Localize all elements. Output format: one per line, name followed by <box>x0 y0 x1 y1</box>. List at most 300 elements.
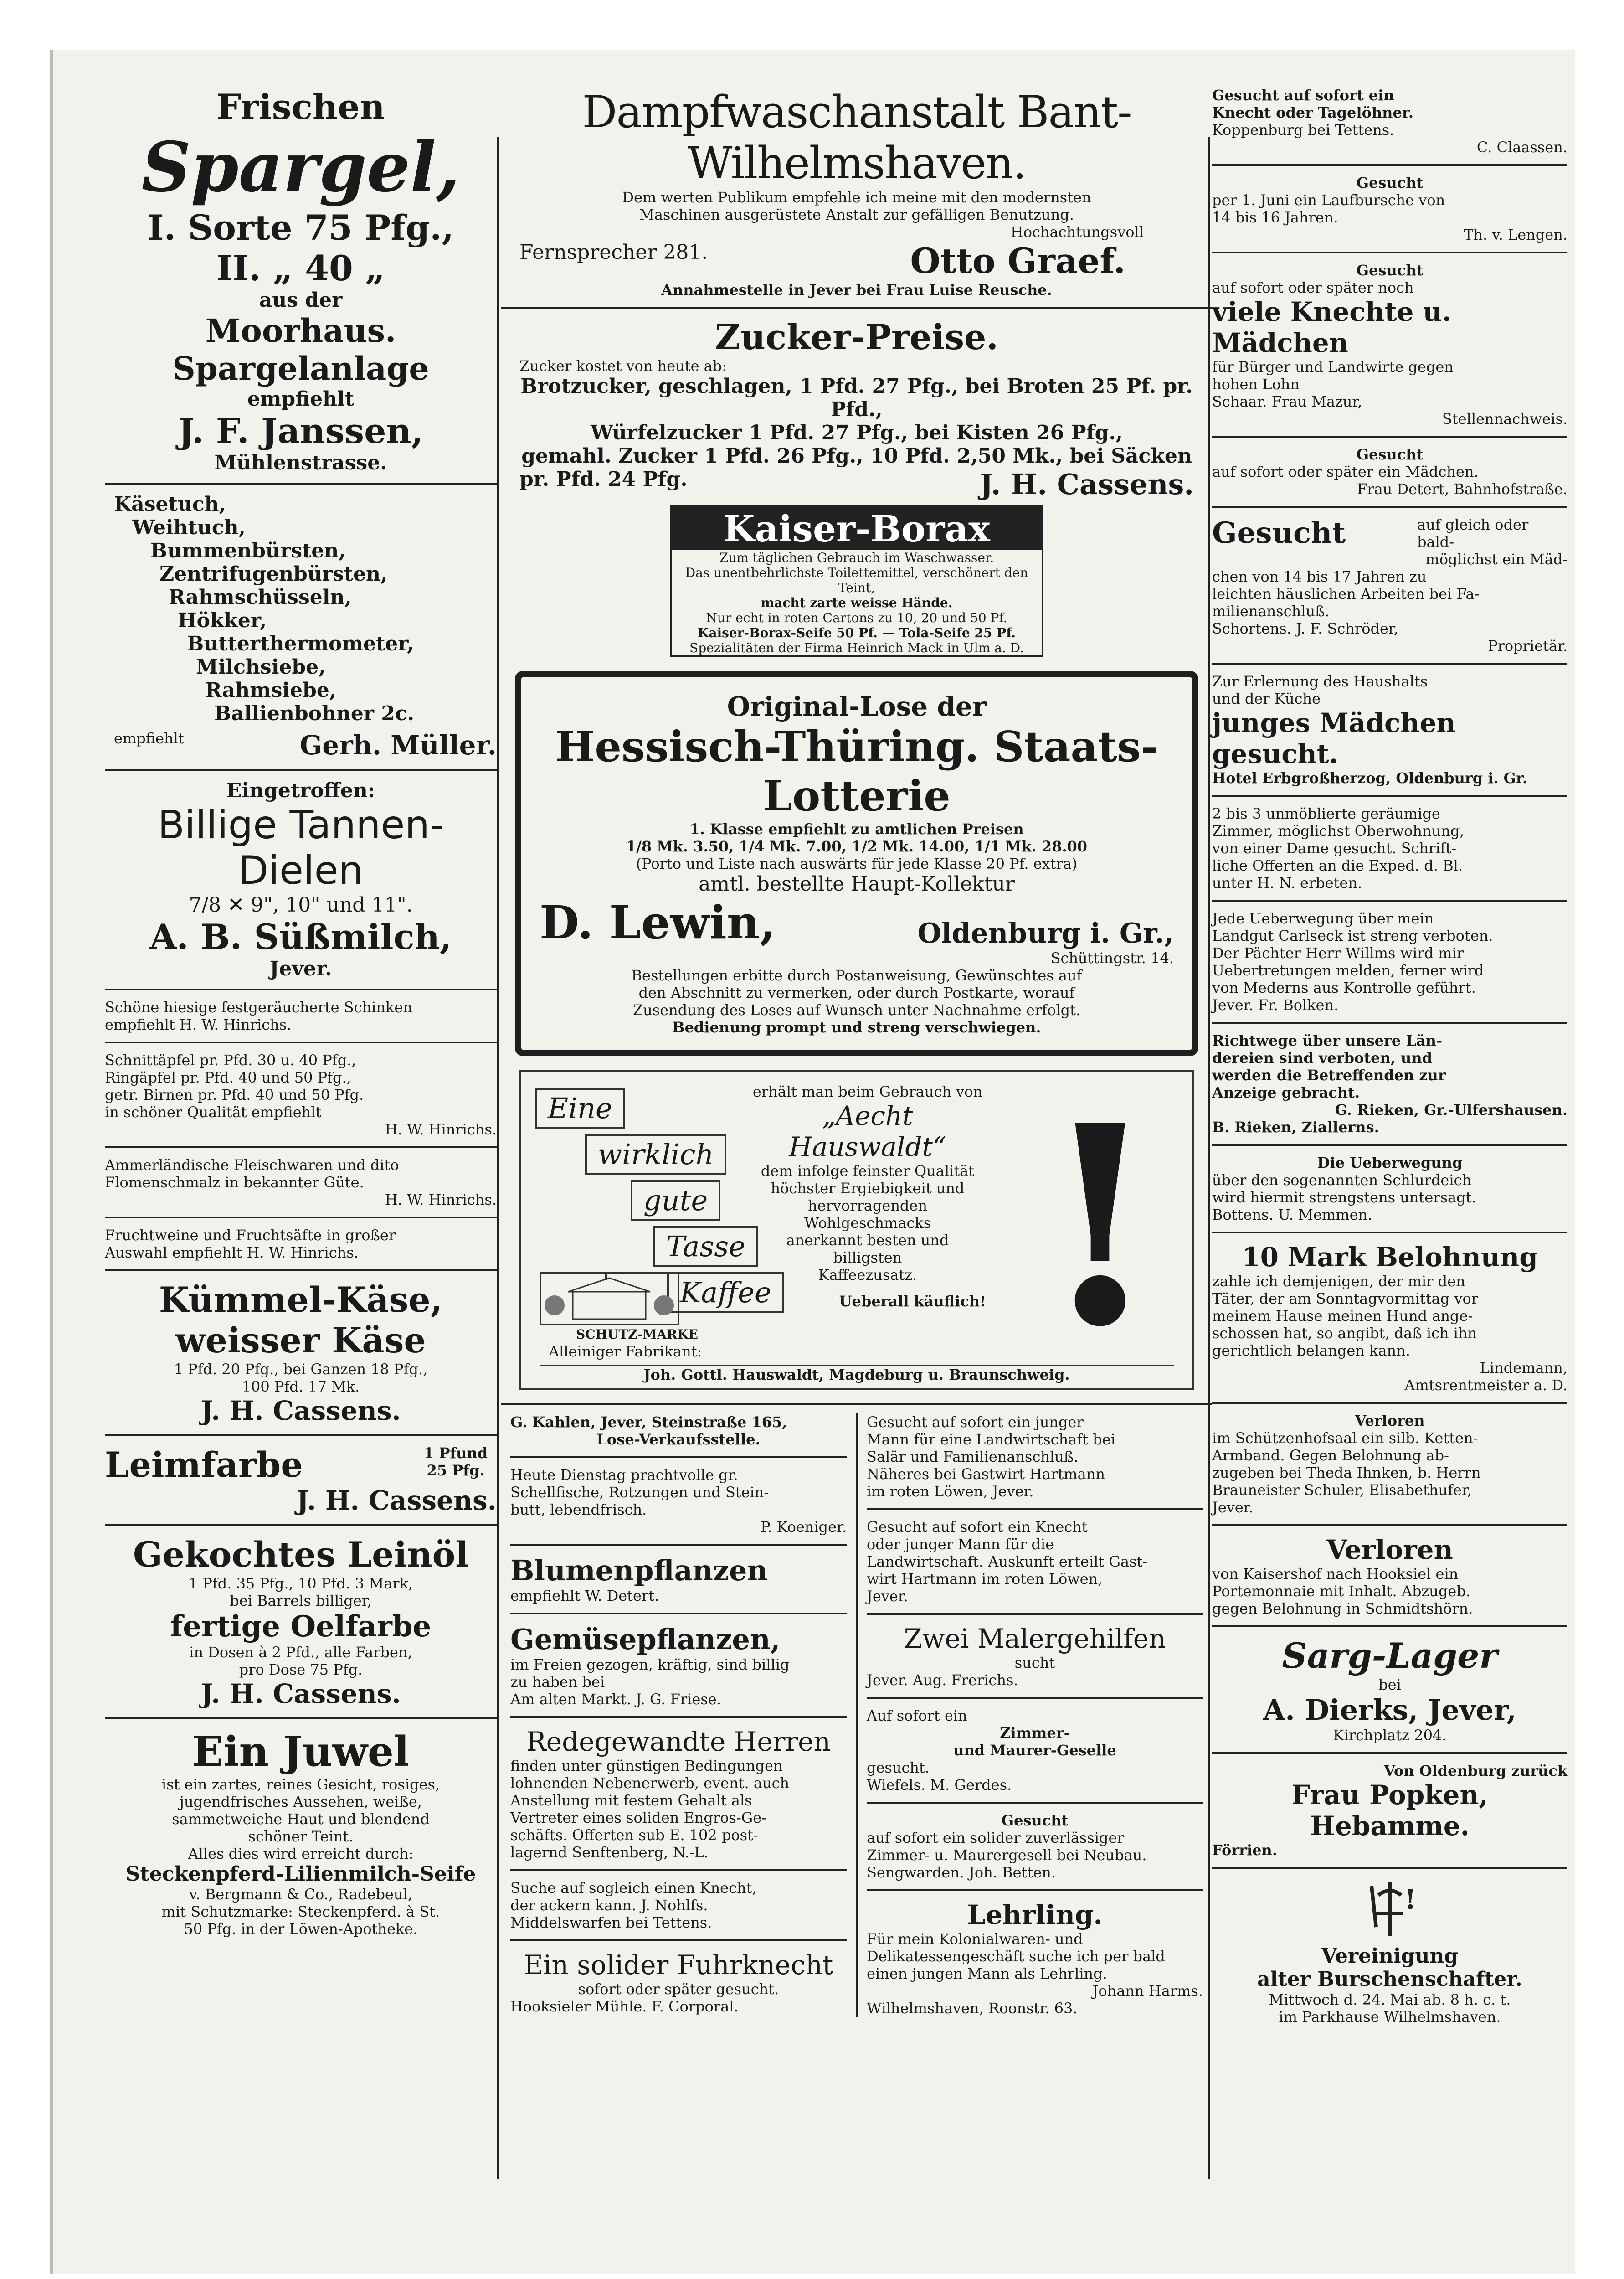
ad-dampfwasch <box>501 87 1212 299</box>
schroeder-l5: leichten häuslichen Arbeiten bei Fa- <box>1212 585 1480 603</box>
lotterie-l1: Original-Lose der <box>727 691 987 722</box>
kaese-l5: J. H. Cassens. <box>200 1395 401 1426</box>
hauswaldt-r9: Kaffeezusatz. <box>818 1266 917 1284</box>
divider <box>510 1456 847 1458</box>
dielen-l6: Jever. <box>269 957 332 980</box>
hartmann1-l4: Näheres bei Gastwirt Hartmann <box>867 1465 1105 1483</box>
herren-l4: Anstellung mit festem Gehalt als <box>510 1792 752 1809</box>
divider <box>510 1613 847 1614</box>
hauswaldt-tag: Tasse <box>653 1226 758 1267</box>
lotterie-l10: Bestellungen erbitte durch Postanweisung, Gewünschtes auf <box>631 967 1082 984</box>
ad-spargel <box>105 87 497 474</box>
belohnung-l4: meinem Hause meinen Hund ange- <box>1212 1307 1473 1325</box>
hauswaldt-mark: SCHUTZ-MARKE <box>576 1327 698 1342</box>
juwel-l8: v. Bergmann & Co., Radebeul, <box>189 1886 412 1903</box>
ad-sarg <box>1212 1635 1567 1744</box>
betten-l1: Gesucht <box>1001 1812 1069 1829</box>
divider <box>867 1802 1203 1804</box>
gerdes-l2: Zimmer- <box>1000 1724 1070 1742</box>
borax-l6: Spezialitäten der Firma Heinrich Mack in Ulm a. D. <box>689 640 1024 655</box>
divider <box>1212 663 1567 665</box>
ad-borax <box>670 505 1043 657</box>
hauswaldt-r8: billigsten <box>833 1249 902 1266</box>
lehrling-l5: Johann Harms. <box>1092 1982 1203 2000</box>
hauswaldt-tag: gute <box>631 1180 720 1221</box>
portemonnaie-l3: Portemonnaie mit Inhalt. Abzugeb. <box>1212 1583 1470 1600</box>
spargel-price-1: I. Sorte 75 Pfg., <box>147 207 454 248</box>
factory-illustration <box>540 1272 679 1325</box>
divider <box>1212 436 1567 438</box>
kaese-l1: Kümmel-Käse, <box>159 1279 443 1320</box>
ad-zucker <box>501 317 1212 501</box>
armband-l2: im Schützenhofsaal ein silb. Ketten- <box>1212 1429 1478 1447</box>
ad-leinoel <box>105 1534 497 1709</box>
spargel-l6: Moorhaus. Spargelanlage <box>172 312 429 387</box>
ad-zimmer <box>1212 805 1567 892</box>
divider <box>1212 164 1567 166</box>
lotterie-l13: Bedienung prompt und streng verschwiegen. <box>672 1019 1041 1036</box>
mueller-item: Bummenbürsten, <box>150 539 346 562</box>
gerdes-l4: gesucht. <box>867 1759 930 1776</box>
divider <box>105 1042 497 1043</box>
divider <box>105 1717 497 1719</box>
belohnung-l5: schossen hat, so angibt, daß ich ihn <box>1212 1325 1477 1342</box>
divider <box>105 483 497 485</box>
schroeder-l4: chen von 14 bis 17 Jahren zu <box>1212 568 1427 585</box>
belohnung-l2: zahle ich demjenigen, der mir den <box>1212 1273 1465 1290</box>
hartmann1-l3: Salär und Familienanschluß. <box>867 1448 1079 1465</box>
blumen-l1: Blumenpflanzen <box>510 1554 768 1587</box>
memmen-l3: wird hiermit strengstens untersagt. <box>1212 1189 1476 1206</box>
juwel-l7: Steckenpferd-Lilienmilch-Seife <box>125 1862 476 1886</box>
dampf-phone: Fernsprecher 281. <box>519 241 708 264</box>
ad-juwel <box>105 1727 497 1938</box>
spargel-l7: empfiehlt <box>247 387 355 411</box>
ad-burschen <box>1212 1877 1567 2026</box>
ad-detert <box>1212 446 1567 498</box>
column-rule-1 <box>497 137 499 2179</box>
divider <box>1212 1232 1567 1233</box>
detert-l3: Frau Detert, Bahnhofstraße. <box>1357 480 1567 498</box>
kaese-l2: weisser Käse <box>175 1320 426 1361</box>
divider <box>867 1889 1203 1891</box>
hartmann2-l2: oder junger Mann für die <box>867 1536 1054 1553</box>
divider <box>510 1869 847 1871</box>
middle-left-subcolumn <box>501 1413 858 2017</box>
ad-mazur <box>1212 262 1567 428</box>
ad-popken <box>1212 1762 1567 1859</box>
zimmer-l2: Zimmer, möglichst Oberwohnung, <box>1212 822 1465 840</box>
obst-l3: getr. Birnen pr. Pfd. 40 und 50 Pfg. <box>105 1086 364 1103</box>
divider <box>105 1524 497 1526</box>
mueller-item: Hökker, <box>178 609 267 632</box>
dielen-l4: 7/8 ✕ 9", 10" und 11". <box>189 893 413 917</box>
hauswaldt-r10: Ueberall käuflich! <box>839 1293 986 1310</box>
fuhr-l1: Ein solider Fuhrknecht <box>524 1949 833 1980</box>
juwel-l6: Alles dies wird erreicht durch: <box>188 1845 414 1862</box>
hauswaldt-r5: hervorragenden <box>808 1197 927 1214</box>
popken-l2: Frau Popken, <box>1291 1779 1488 1810</box>
hauswaldt-tag: Kaffee <box>667 1272 784 1313</box>
leinoel-l5: in Dosen à 2 Pfd., alle Farben, <box>189 1644 412 1661</box>
rieken-l2: dereien sind verboten, und <box>1212 1049 1432 1067</box>
mazur-l1: Gesucht <box>1356 262 1424 279</box>
gerdes-l3: und Maurer-Geselle <box>953 1742 1116 1759</box>
nohlfs-l2: der ackern kann. J. Nohlfs. <box>510 1897 708 1914</box>
detert-l2: auf sofort oder später ein Mädchen. <box>1212 463 1479 480</box>
lotterie-l5: (Porto und Liste nach auswärts für jede Klasse 20 Pf. extra) <box>636 855 1078 872</box>
dielen-l3: Dielen <box>238 848 364 893</box>
divider <box>867 1613 1203 1615</box>
spargel-l8: J. F. Janssen, <box>178 411 424 451</box>
koeniger-l2: Schellfische, Rotzungen und Stein- <box>510 1484 769 1501</box>
exclamation-mark: ! <box>1040 1066 1160 1387</box>
rieken-l1: Richtwege über unsere Län- <box>1212 1032 1443 1049</box>
koeniger-l1: Heute Dienstag prachtvolle gr. <box>510 1466 738 1484</box>
ad-ammer <box>105 1156 497 1208</box>
hartmann2-l5: Jever. <box>867 1588 908 1605</box>
nohlfs-l3: Middelswarfen bei Tettens. <box>510 1914 712 1931</box>
belohnung-l1: 10 Mark Belohnung <box>1242 1242 1538 1273</box>
zimmer-l4: liche Offerten an die Exped. d. Bl. <box>1212 857 1463 874</box>
juwel-l10: 50 Pfg. in der Löwen-Apotheke. <box>184 1920 418 1938</box>
leinoel-l2: 1 Pfd. 35 Pfg., 10 Pfd. 3 Mark, <box>188 1575 413 1592</box>
lotterie-l2: Hessisch-Thüring. Staats-Lotterie <box>555 722 1158 820</box>
nohlfs-l1: Suche auf sogleich einen Knecht, <box>510 1879 757 1897</box>
rieken-l3: werden die Betreffenden zur <box>1212 1067 1446 1084</box>
divider <box>105 1217 497 1218</box>
dampf-l2: Maschinen ausgerüstete Anstalt zur gefälligen Benutzung. <box>639 206 1074 223</box>
borax-l4: Nur echt in roten Cartons zu 10, 20 und 50 Pf. <box>706 610 1007 625</box>
lehrling-l4: einen jungen Mann als Lehrling. <box>867 1965 1107 1982</box>
sarg-l3: A. Dierks, Jever, <box>1263 1693 1516 1727</box>
hauswaldt-copy <box>740 1083 995 1310</box>
lotterie-l3: 1. Klasse empfiehlt zu amtlichen Preisen <box>689 820 1024 838</box>
gemuese-l3: zu haben bei <box>510 1673 605 1691</box>
mazur-l3: viele Knechte u. Mädchen <box>1212 296 1451 358</box>
hartmann1-l1: Gesucht auf sofort ein junger <box>867 1413 1084 1431</box>
divider <box>1212 1402 1567 1404</box>
schroeder-l7: Schortens. J. F. Schröder, <box>1212 620 1398 637</box>
mueller-item: Butterthermometer, <box>187 632 414 655</box>
mueller-item: Rahmschüsseln, <box>169 586 352 609</box>
lotterie-l6: amtl. bestellte Haupt-Kollektur <box>699 872 1015 896</box>
spargel-l1: Frischen <box>216 87 385 127</box>
hauswaldt-r3: dem infolge feinster Qualität <box>761 1162 975 1180</box>
herren-l5: Vertreter eines soliden Engros-Ge- <box>510 1809 766 1826</box>
divider <box>105 1146 497 1148</box>
spargel-price-2: II. „ 40 „ <box>216 248 385 289</box>
zucker-l3: Würfelzucker 1 Pfd. 27 Pfg., bei Kisten 26 Pfg., <box>591 421 1123 444</box>
lehrling-l6: Wilhelmshaven, Roonstr. 63. <box>867 2000 1078 2017</box>
divider <box>1212 252 1567 253</box>
hauswaldt-maker: Alleiniger Fabrikant: <box>549 1343 702 1360</box>
column-left <box>105 87 497 1938</box>
borax-l2: Das unentbehrlichste Toilettemittel, verschönert den Teint, <box>685 565 1028 595</box>
lehrling-l3: Delikatessengeschäft suche ich per bald <box>867 1948 1165 1965</box>
divider <box>1212 795 1567 797</box>
juwel-l2: ist ein zartes, reines Gesicht, rosiges, <box>161 1776 440 1793</box>
rieken-l6: B. Rieken, Ziallerns. <box>1212 1119 1379 1136</box>
bolken-l1: Jede Ueberwegung über mein <box>1212 910 1434 927</box>
portemonnaie-l2: von Kaisershof nach Hooksiel ein <box>1212 1565 1459 1583</box>
herren-l1: Redegewandte Herren <box>526 1726 831 1757</box>
ad-schroeder <box>1212 516 1567 655</box>
mueller-item: Weihtuch, <box>132 516 246 539</box>
divider <box>501 307 1212 309</box>
fuhr-l2: sofort oder später gesucht. <box>578 1980 779 1998</box>
divider <box>510 1939 847 1941</box>
dampf-name: Otto Graef. <box>910 241 1125 281</box>
gerdes-l1: Auf sofort ein <box>867 1707 967 1724</box>
hauswaldt-r7: anerkannt besten und <box>786 1232 949 1249</box>
divider <box>1212 1867 1567 1869</box>
betten-l4: Sengwarden. Joh. Betten. <box>867 1864 1056 1881</box>
mueller-name: Gerh. Müller. <box>299 730 497 761</box>
hauswaldt-r6: Wohlgeschmacks <box>804 1214 931 1232</box>
leim-l2: 1 Pfund 25 Pfg. <box>423 1444 488 1479</box>
ad-lotterie <box>515 671 1198 1056</box>
belohnung-l8: Amtsrentmeister a. D. <box>1404 1377 1567 1394</box>
belohnung-l6: gerichtlich belangen kann. <box>1212 1342 1410 1359</box>
hauswaldt-footer: Joh. Gottl. Hauswaldt, Magdeburg u. Braunschweig. <box>540 1365 1174 1383</box>
leinoel-l4: fertige Oelfarbe <box>170 1609 432 1644</box>
svg-text:!: ! <box>1404 1884 1417 1916</box>
portemonnaie-l4: gegen Belohnung in Schmidtshörn. <box>1212 1600 1473 1617</box>
memmen-l1: Die Ueberwegung <box>1317 1154 1463 1171</box>
schinken-l2: empfiehlt H. W. Hinrichs. <box>105 1016 292 1033</box>
schroeder-l1: Gesucht <box>1212 516 1346 550</box>
ad-mueller <box>105 493 497 761</box>
ad-dielen <box>105 779 497 980</box>
spargel-l9: Mühlenstrasse. <box>214 451 387 474</box>
zucker-l4: gemahl. Zucker 1 Pfd. 26 Pfg., 10 Pfd. 2,50 Mk., bei Säcken <box>521 444 1192 468</box>
bolken-l5: von Mederns aus Kontrolle geführt. <box>1212 979 1476 996</box>
ad-kaese <box>105 1279 497 1426</box>
ammer-l3: H. W. Hinrichs. <box>385 1191 497 1208</box>
ad-schinken <box>105 999 497 1033</box>
blumen-l2: empfiehlt W. Detert. <box>510 1587 659 1604</box>
ammer-l2: Flomenschmalz in bekannter Güte. <box>105 1174 364 1191</box>
claassen-l2: Knecht oder Tagelöhner. <box>1212 104 1413 121</box>
lotterie-l8: Oldenburg i. Gr., <box>917 918 1174 949</box>
lotterie-l9: Schüttingstr. 14. <box>1050 949 1174 967</box>
detert-l1: Gesucht <box>1356 446 1424 463</box>
dampf-l1: Dem werten Publikum empfehle ich meine mit den modernsten <box>622 189 1091 206</box>
armband-l3: Armband. Gegen Belohnung ab- <box>1212 1447 1449 1464</box>
claassen-l1: Gesucht auf sofort ein <box>1212 87 1394 104</box>
leim-l1: Leimfarbe <box>105 1444 303 1485</box>
divider <box>1212 1144 1567 1146</box>
herren-l7: lagernd Senftenberg, N.-L. <box>510 1844 709 1861</box>
hauswaldt-r1: erhält man beim Gebrauch von <box>752 1083 983 1100</box>
borax-l5: Kaiser-Borax-Seife 50 Pf. — Tola-Seife 25 Pf. <box>697 625 1016 640</box>
kaese-l4: 100 Pfd. 17 Mk. <box>242 1378 360 1395</box>
juwel-l9: mit Schutzmarke: Steckenpferd. à St. <box>161 1903 440 1920</box>
ad-belohnung <box>1212 1242 1567 1394</box>
spargel-l5: aus der <box>259 289 343 312</box>
mueller-item: Ballienbohner 2c. <box>214 702 415 725</box>
lengen-l4: Th. v. Lengen. <box>1464 226 1567 243</box>
obst-l4: in schöner Qualität empfiehlt <box>105 1103 322 1121</box>
lehrling-l2: Für mein Kolonialwaren- und <box>867 1930 1083 1948</box>
armband-l1: Verloren <box>1355 1412 1425 1429</box>
schinken-l1: Schöne hiesige festgeräucherte Schinken <box>105 999 412 1016</box>
dampf-l4: Annahmestelle in Jever bei Frau Luise Reusche. <box>661 281 1052 299</box>
dampf-l3: Hochachtungsvoll <box>1010 223 1144 241</box>
zimmer-l1: 2 bis 3 unmöblierte geräumige <box>1212 805 1440 822</box>
betten-l2: auf sofort ein solider zuverlässiger <box>867 1829 1124 1846</box>
zimmer-l5: unter H. N. erbeten. <box>1212 874 1362 892</box>
herren-l3: lohnenden Nebenerwerb, event. auch <box>510 1774 790 1792</box>
lotterie-l11: den Abschnitt zu vermerken, oder durch Postkarte, worauf <box>638 984 1075 1001</box>
burschen-l1: Vereinigung <box>1321 1944 1459 1968</box>
ammer-l1: Ammerländische Fleischwaren und dito <box>105 1156 399 1174</box>
koeniger-l4: P. Koeniger. <box>761 1518 847 1536</box>
ad-lengen <box>1212 174 1567 243</box>
lengen-l3: 14 bis 16 Jahren. <box>1212 209 1338 226</box>
ad-memmen <box>1212 1154 1567 1223</box>
middle-subcolumns <box>501 1413 1212 2017</box>
ad-wein <box>105 1227 497 1261</box>
juwel-l1: Ein Juwel <box>192 1727 410 1776</box>
bolken-l6: Jever. Fr. Bolken. <box>1212 996 1339 1014</box>
herren-l2: finden unter günstigen Bedingungen <box>510 1757 783 1774</box>
wein-l2: Auswahl empfiehlt H. W. Hinrichs. <box>105 1244 359 1261</box>
divider <box>105 769 497 771</box>
borax-l1: Zum täglichen Gebrauch im Waschwasser. <box>719 550 994 565</box>
mazur-l6: Schaar. Frau Mazur, <box>1212 393 1362 410</box>
memmen-l2: über den sogenannten Schlurdeich <box>1212 1171 1472 1189</box>
armband-l4: zugeben bei Theda Ihnken, b. Herrn <box>1212 1464 1481 1481</box>
spargel-headline: Spargel, <box>141 127 460 207</box>
lotterie-l7: D. Lewin, <box>540 896 776 949</box>
rieken-l4: Anzeige gebracht. <box>1212 1084 1360 1101</box>
ad-claassen <box>1212 87 1567 156</box>
fuhr-l3: Hooksieler Mühle. F. Corporal. <box>510 1998 739 2015</box>
zucker-name: J. H. Cassens. <box>980 468 1194 501</box>
betten-l3: Zimmer- u. Maurergesell bei Neubau. <box>867 1846 1147 1864</box>
ad-bolken <box>1212 910 1567 1014</box>
hartmann1-l2: Mann für eine Landwirtschaft bei <box>867 1431 1115 1448</box>
dielen-l5: A. B. Süßmilch, <box>149 917 452 957</box>
ad-portemonnaie <box>1212 1534 1567 1617</box>
mueller-item: Milchsiebe, <box>196 655 326 679</box>
popken-l3: Hebamme. <box>1310 1810 1470 1841</box>
schroeder-l6: milienanschluß. <box>1212 603 1330 620</box>
burschen-l4: im Parkhause Wilhelmshaven. <box>1279 2008 1501 2026</box>
memmen-l4: Bottens. U. Memmen. <box>1212 1206 1372 1223</box>
sarg-l1: Sarg-Lager <box>1282 1635 1498 1676</box>
zucker-l5: pr. Pfd. 24 Pfg. <box>519 468 688 491</box>
ad-rieken <box>1212 1032 1567 1136</box>
hotel-l3: junges Mädchen gesucht. <box>1212 707 1456 769</box>
divider <box>510 1544 847 1546</box>
herren-l6: schäfts. Offerten sub E. 102 post- <box>510 1826 758 1844</box>
bolken-l2: Landgut Carlseck ist streng verboten. <box>1212 927 1493 944</box>
ad-obst <box>105 1052 497 1138</box>
juwel-l5: schöner Teint. <box>248 1828 354 1845</box>
borax-title: Kaiser-Borax <box>672 507 1042 550</box>
leinoel-l1: Gekochtes Leinöl <box>133 1534 469 1575</box>
schroeder-l3: möglichst ein Mäd- <box>1425 551 1567 568</box>
hauswaldt-r4: höchster Ergiebigkeit und <box>771 1180 965 1197</box>
schroeder-l8: Proprietär. <box>1488 637 1567 655</box>
fraternity-emblem-icon <box>1362 1877 1417 1941</box>
mazur-l5: hohen Lohn <box>1212 376 1300 393</box>
hotel-l2: und der Küche <box>1212 690 1321 707</box>
kahlen-l1: G. Kahlen, Jever, Steinstraße 165, <box>510 1413 787 1431</box>
obst-l1: Schnittäpfel pr. Pfd. 30 u. 40 Pfg., <box>105 1052 356 1069</box>
hartmann1-l5: im roten Löwen, Jever. <box>867 1483 1034 1500</box>
divider <box>1212 900 1567 902</box>
hartmann2-l4: wirt Hartmann im roten Löwen, <box>867 1570 1103 1588</box>
mazur-l4: für Bürger und Landwirte gegen <box>1212 358 1454 376</box>
ad-leim <box>105 1444 497 1516</box>
hartmann2-l1: Gesucht auf sofort ein Knecht <box>867 1518 1088 1536</box>
hauswaldt-tag: wirklich <box>585 1134 726 1175</box>
gerdes-l5: Wiefels. M. Gerdes. <box>867 1776 1012 1794</box>
burschen-l2: alter Burschenschafter. <box>1257 1968 1522 1991</box>
hotel-l4: Hotel Erbgroßherzog, Oldenburg i. Gr. <box>1212 769 1528 787</box>
lotterie-l12: Zusendung des Loses auf Wunsch unter Nachnahme erfolgt. <box>632 1001 1081 1019</box>
kaese-l3: 1 Pfd. 20 Pfg., bei Ganzen 18 Pfg., <box>174 1361 428 1378</box>
sarg-l4: Kirchplatz 204. <box>1333 1727 1447 1744</box>
divider <box>867 1508 1203 1510</box>
mueller-item: Käsetuch, <box>114 493 226 516</box>
leinoel-l3: bei Barrels billiger, <box>230 1592 372 1609</box>
borax-l3: macht zarte weisse Hände. <box>761 595 953 610</box>
armband-l5: Brauneister Schuler, Elisabethufer, <box>1212 1481 1472 1499</box>
maler-l1: Zwei Malergehilfen <box>904 1623 1166 1654</box>
maler-l3: Jever. Aug. Frerichs. <box>867 1671 1018 1689</box>
burschen-l3: Mittwoch d. 24. Mai ab. 8 h. c. t. <box>1269 1991 1511 2008</box>
ad-hauswaldt <box>519 1066 1194 1390</box>
hauswaldt-r2: „Aecht Hauswaldt“ <box>789 1100 946 1162</box>
divider <box>501 1403 1212 1405</box>
divider <box>1212 506 1567 508</box>
bolken-l4: Uebertretungen melden, ferner wird <box>1212 962 1484 979</box>
column-right <box>1212 87 1567 2026</box>
ad-armband <box>1212 1412 1567 1516</box>
leinoel-l7: J. H. Cassens. <box>200 1678 401 1709</box>
zucker-title: Zucker-Preise. <box>715 317 998 357</box>
zucker-l2: Brotzucker, geschlagen, 1 Pfd. 27 Pfg., bei Broten 25 Pf. pr. Pfd., <box>520 375 1193 421</box>
armband-l6: Jever. <box>1212 1499 1254 1516</box>
leim-l3: J. H. Cassens. <box>296 1485 497 1516</box>
leinoel-l6: pro Dose 75 Pfg. <box>239 1661 363 1678</box>
divider <box>867 1697 1203 1699</box>
zimmer-l3: von einer Dame gesucht. Schrift- <box>1212 840 1457 857</box>
mueller-item: Zentrifugenbürsten, <box>159 562 388 586</box>
claassen-l3: Koppenburg bei Tettens. <box>1212 121 1394 139</box>
wein-l1: Fruchtweine und Fruchtsäfte in großer <box>105 1227 396 1244</box>
claassen-l4: C. Claassen. <box>1476 139 1567 156</box>
divider <box>1212 1022 1567 1024</box>
lehrling-l1: Lehrling. <box>967 1899 1103 1930</box>
belohnung-l7: Lindemann, <box>1480 1359 1567 1377</box>
bolken-l3: Der Pächter Herr Willms wird mir <box>1212 944 1464 962</box>
divider <box>510 1716 847 1718</box>
juwel-l3: jugendfrisches Aussehen, weiße, <box>180 1793 422 1810</box>
dielen-l2: Billige Tannen- <box>158 802 444 848</box>
ad-hotel <box>1212 673 1567 787</box>
zucker-l1: Zucker kostet von heute ab: <box>519 357 727 375</box>
gemuese-l2: im Freien gezogen, kräftig, sind billig <box>510 1656 790 1673</box>
divider <box>105 1269 497 1271</box>
dielen-l1: Eingetroffen: <box>226 779 375 802</box>
koeniger-l3: butt, lebendfrisch. <box>510 1501 647 1518</box>
